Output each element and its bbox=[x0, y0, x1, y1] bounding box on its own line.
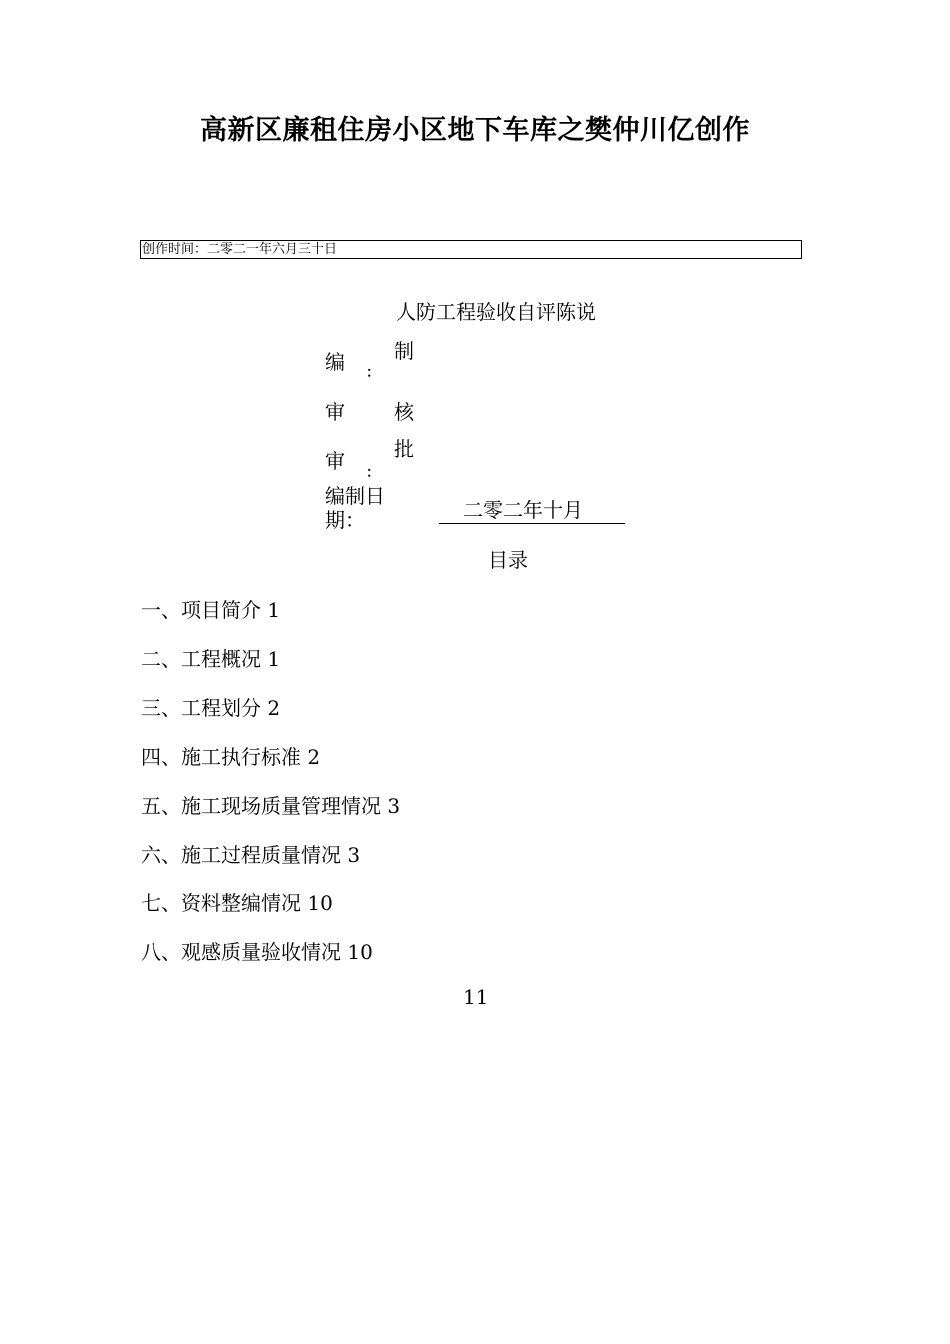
page-number: 11 bbox=[463, 985, 489, 1009]
compile-date-field bbox=[439, 498, 625, 524]
label-edit-char-1: 编 bbox=[325, 350, 345, 374]
report-title: 人防工程验收自评陈说 bbox=[396, 300, 596, 324]
toc-item-2[interactable]: 二、工程概况 1 bbox=[141, 647, 281, 671]
toc-item-4[interactable]: 四、施工执行标准 2 bbox=[141, 745, 321, 769]
compile-date-label bbox=[325, 484, 400, 532]
label-approve-colon: ： bbox=[366, 465, 380, 481]
creation-time-box bbox=[140, 240, 802, 259]
document-title: 高新区廉租住房小区地下车库之樊仲川亿创作 bbox=[200, 115, 750, 146]
label-approve-char-2: 批 bbox=[394, 437, 414, 461]
toc-item-6[interactable]: 六、施工过程质量情况 3 bbox=[141, 843, 361, 867]
toc-item-5[interactable]: 五、施工现场质量管理情况 3 bbox=[141, 794, 401, 818]
label-approve-char-1: 审 bbox=[325, 449, 345, 473]
toc-item-1[interactable]: 一、项目简介 1 bbox=[141, 598, 281, 622]
creation-time-text: 创作时间：二零二一年六月三十日 bbox=[142, 242, 338, 257]
label-edit-char-2: 制 bbox=[394, 339, 414, 363]
label-edit-colon: ： bbox=[366, 365, 380, 381]
compile-date-value: 二零二年十月 bbox=[463, 498, 583, 522]
label-review-char-2: 核 bbox=[394, 400, 414, 424]
toc-item-8[interactable]: 八、观感质量验收情况 10 bbox=[141, 940, 373, 964]
toc-item-7[interactable]: 七、资料整编情况 10 bbox=[141, 891, 333, 915]
compile-date-label-text: 编制日期： bbox=[325, 484, 385, 532]
toc-heading: 目录 bbox=[488, 548, 528, 572]
label-review-char-1: 审 bbox=[325, 400, 345, 424]
toc-item-3[interactable]: 三、工程划分 2 bbox=[141, 696, 281, 720]
